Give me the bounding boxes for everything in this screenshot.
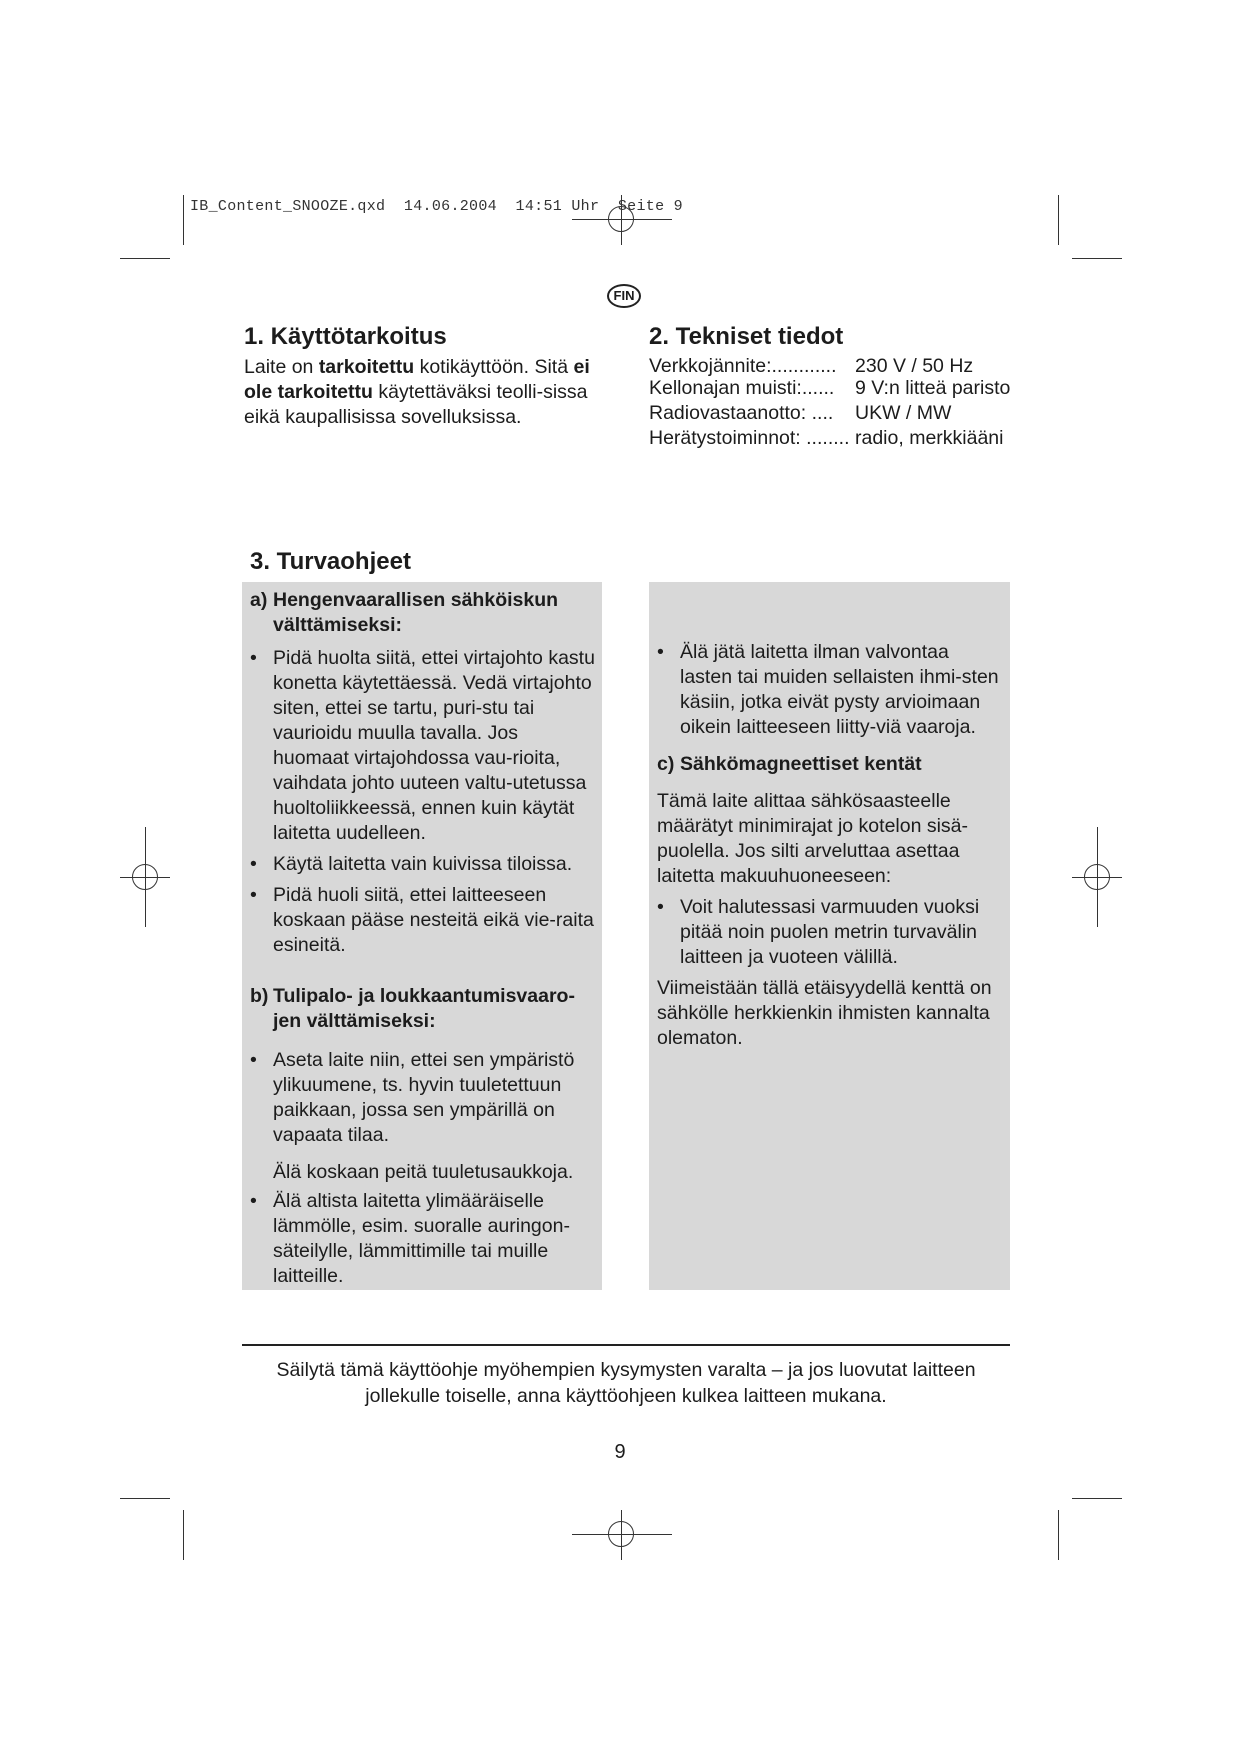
list-item: • Älä altista laitetta ylimääräiselle lämmölle, esim. suoralle auringon-säteilylle, lämmittimille tai muille laitteille. (250, 1190, 570, 1287)
language-badge: FIN (607, 284, 641, 308)
file-slug: IB_Content_SNOOZE.qxd 14.06.2004 14:51 Uhr Seite 9 (190, 198, 683, 215)
spec-row: Radiovastaanotto: .... UKW / MW (649, 402, 952, 424)
subsection-a-heading: a) Hengenvaarallisen sähköiskun välttämiseksi: (250, 589, 559, 636)
section-3-title: 3. Turvaohjeet (250, 548, 411, 575)
section-technical-data (649, 323, 1019, 449)
section-intended-use (244, 323, 614, 430)
page-number: 9 (614, 1441, 626, 1463)
safety-panel-right (649, 582, 1010, 1290)
section-2-title: 2. Tekniset tiedot (649, 323, 844, 350)
emf-conclusion: Viimeistään tällä etäisyydellä kenttä on sähkölle herkkienkin ihmisten kannalta olematon. (657, 977, 992, 1049)
spec-list (649, 355, 1019, 449)
footer-divider (242, 1344, 1010, 1346)
list-item: • Pidä huoli siitä, ettei laitteeseen koskaan pääse nesteitä eikä vie-raita esineitä. (250, 884, 594, 956)
list-item: • Voit halutessasi varmuuden vuoksi pitää noin puolen metrin turvavälin laitteen ja vuoteen välillä. (657, 896, 980, 968)
emf-paragraph: Tämä laite alittaa sähkösaasteelle määrätyt minimirajat jo kotelon sisä-puolella. Jos silti arveluttaa asettaa laitetta makuuhuoneeseen: (657, 790, 969, 887)
list-item: • Pidä huolta siitä, ettei virtajohto kastu konetta käytettäessä. Vedä virtajohto siten, ettei se tartu, puri-stu tai vaurioidu muulla tavalla. Jos huomaat virtajohdossa vau-rioita, vaihdata johto uuteen valtu-utetussa huoltoliikkeessä, ennen kuin käytät laitetta uudelleen. (250, 647, 595, 844)
section-1-body: Laite on tarkoitettu kotikäyttöön. Sitä ei ole tarkoitettu käytettäväksi teolli-sissa eikä kaupallisissa sovelluksissa. (244, 356, 590, 428)
list-item: • Älä jätä laitetta ilman valvontaa lasten tai muiden sellaisten ihmi-sten käsiin, jotka eivät pysty arvioimaan oikein laitteeseen liitty-viä vaaroja. (657, 641, 999, 738)
spec-row: Verkkojännite:............ 230 V / 50 Hz (649, 355, 974, 377)
ventilation-note: Älä koskaan peitä tuuletusaukkoja. (273, 1161, 574, 1183)
safety-panel-left (242, 582, 602, 1290)
footer-note: Säilytä tämä käyttöohje myöhempien kysymysten varalta – ja jos luovutat laitteen jollekulle toiselle, anna käyttöohjeen kulkea laitteen mukana. (276, 1359, 976, 1407)
subsection-c-heading: c) Sähkömagneettiset kentät (657, 753, 922, 775)
list-item: • Käytä laitetta vain kuivissa tiloissa. (250, 853, 573, 875)
spec-row: Kellonajan muisti:...... 9 V:n litteä paristo (649, 377, 1011, 399)
subsection-b-heading: b) Tulipalo- ja loukkaantumisvaaro-jen välttämiseksi: (250, 985, 575, 1032)
section-1-title: 1. Käyttötarkoitus (244, 323, 447, 350)
spec-row: Herätystoiminnot: ........ radio, merkkiääni (649, 427, 1004, 449)
list-item: • Aseta laite niin, ettei sen ympäristö ylikuumene, ts. hyvin tuuletettuun paikkaan, jossa sen ympärillä on vapaata tilaa. (250, 1049, 575, 1146)
